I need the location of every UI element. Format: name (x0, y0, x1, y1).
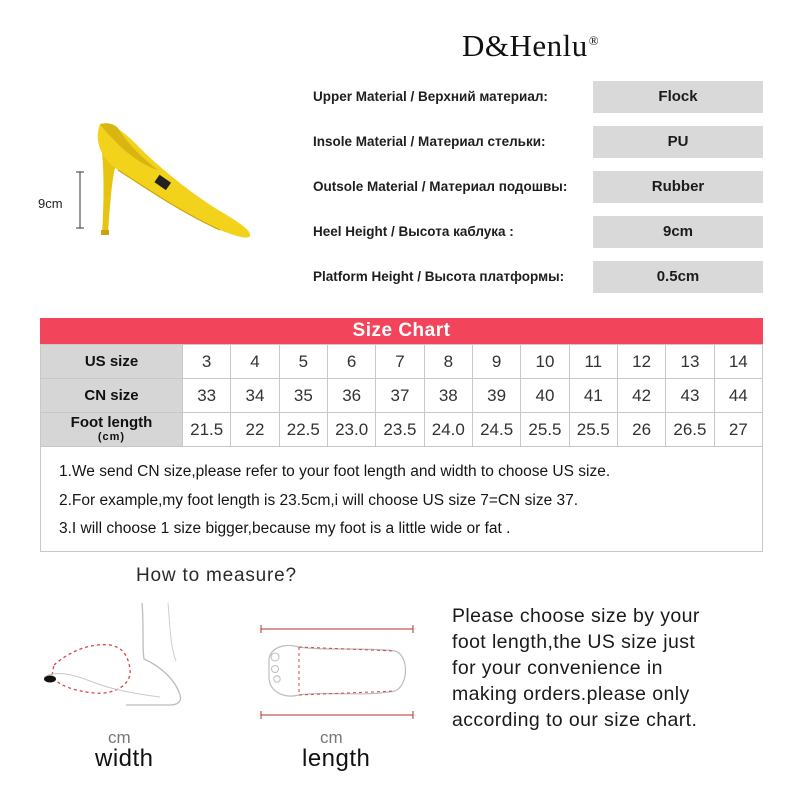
size-cell: 13 (666, 345, 714, 379)
foot-length-illustration (255, 625, 420, 720)
spec-value: PU (593, 126, 763, 158)
spec-row-platform-height (313, 261, 773, 293)
size-row-header (41, 345, 183, 379)
size-cell: 25.5 (521, 413, 569, 447)
spec-row-heel-height (313, 216, 773, 248)
size-cell: 35 (279, 379, 327, 413)
size-cell: 39 (472, 379, 520, 413)
size-cell: 37 (376, 379, 424, 413)
size-cell: 41 (569, 379, 617, 413)
size-cell: 24.0 (424, 413, 472, 447)
size-cell: 42 (617, 379, 665, 413)
advice-line: for your convenience in (452, 657, 663, 679)
note-line: 3.I will choose 1 size bigger,because my foot is a little wide or fat . (59, 520, 511, 537)
length-label: length (302, 745, 371, 772)
note-line: 2.For example,my foot length is 23.5cm,i will choose US size 7=CN size 37. (59, 491, 579, 509)
spec-row-upper (313, 81, 773, 113)
size-cell: 44 (714, 379, 762, 413)
size-cell: 36 (327, 379, 375, 413)
spec-value: 9cm (593, 216, 763, 248)
size-advice-text (452, 603, 700, 733)
size-cell: 27 (714, 413, 762, 447)
size-row-header-unit: (cm) (97, 430, 126, 443)
length-unit-label: cm (320, 728, 343, 747)
advice-line: making orders.please only (452, 683, 690, 705)
size-cell: 8 (424, 345, 472, 379)
size-cell: 26 (617, 413, 665, 447)
size-row-header-label: US size (84, 353, 139, 370)
spec-value: 0.5cm (593, 261, 763, 293)
heel-height-label: 9cm (38, 196, 63, 211)
size-cell: 33 (183, 379, 231, 413)
size-row (41, 379, 763, 413)
brand-name: D&Henlu (462, 28, 588, 63)
size-cell: 38 (424, 379, 472, 413)
advice-line: according to our size chart. (452, 709, 698, 731)
spec-value: Flock (593, 81, 763, 113)
width-unit-label: cm (108, 728, 131, 747)
size-cell: 22 (231, 413, 279, 447)
size-cell: 34 (231, 379, 279, 413)
size-cell: 6 (327, 345, 375, 379)
size-cell: 7 (376, 345, 424, 379)
advice-line: foot length,the US size just (452, 631, 696, 653)
size-cell: 21.5 (183, 413, 231, 447)
size-cell: 5 (279, 345, 327, 379)
size-row-header (41, 379, 183, 413)
width-label: width (95, 745, 154, 772)
foot-width-illustration (30, 595, 210, 715)
size-row-header-label: CN size (84, 387, 139, 404)
size-row (41, 345, 763, 379)
size-notes (40, 446, 763, 552)
advice-line: Please choose size by your (452, 605, 700, 627)
how-to-measure-title: How to measure? (136, 565, 297, 586)
spec-value: Rubber (593, 171, 763, 203)
brand-logo (462, 28, 599, 64)
spec-label: Insole Material / Материал стельки: (313, 134, 546, 149)
size-cell: 40 (521, 379, 569, 413)
spec-label: Heel Height / Высота каблука : (313, 224, 514, 239)
size-cell: 22.5 (279, 413, 327, 447)
spec-label: Upper Material / Верхний материал: (313, 89, 548, 104)
size-cell: 24.5 (472, 413, 520, 447)
size-cell: 23.0 (327, 413, 375, 447)
size-cell: 25.5 (569, 413, 617, 447)
spec-row-outsole (313, 171, 773, 203)
size-chart-title: Size Chart (40, 318, 763, 344)
size-cell: 23.5 (376, 413, 424, 447)
size-cell: 14 (714, 345, 762, 379)
size-cell: 4 (231, 345, 279, 379)
spec-label: Platform Height / Высота платформы: (313, 269, 565, 284)
size-cell: 43 (666, 379, 714, 413)
size-cell: 26.5 (666, 413, 714, 447)
size-row-header-label: Foot length (70, 413, 153, 431)
yellow-pump-shoe-image (30, 112, 280, 252)
spec-label: Outsole Material / Материал подошвы: (313, 179, 568, 194)
size-cell: 11 (569, 345, 617, 379)
size-chart-table (40, 344, 763, 447)
size-row (41, 413, 763, 447)
size-row-header (41, 413, 183, 447)
size-cell: 12 (617, 345, 665, 379)
size-cell: 9 (472, 345, 520, 379)
spec-row-insole (313, 126, 773, 158)
size-cell: 10 (521, 345, 569, 379)
size-cell: 3 (183, 345, 231, 379)
registered-mark: ® (588, 32, 600, 48)
note-line: 1.We send CN size,please refer to your foot length and width to choose US size. (59, 463, 611, 480)
